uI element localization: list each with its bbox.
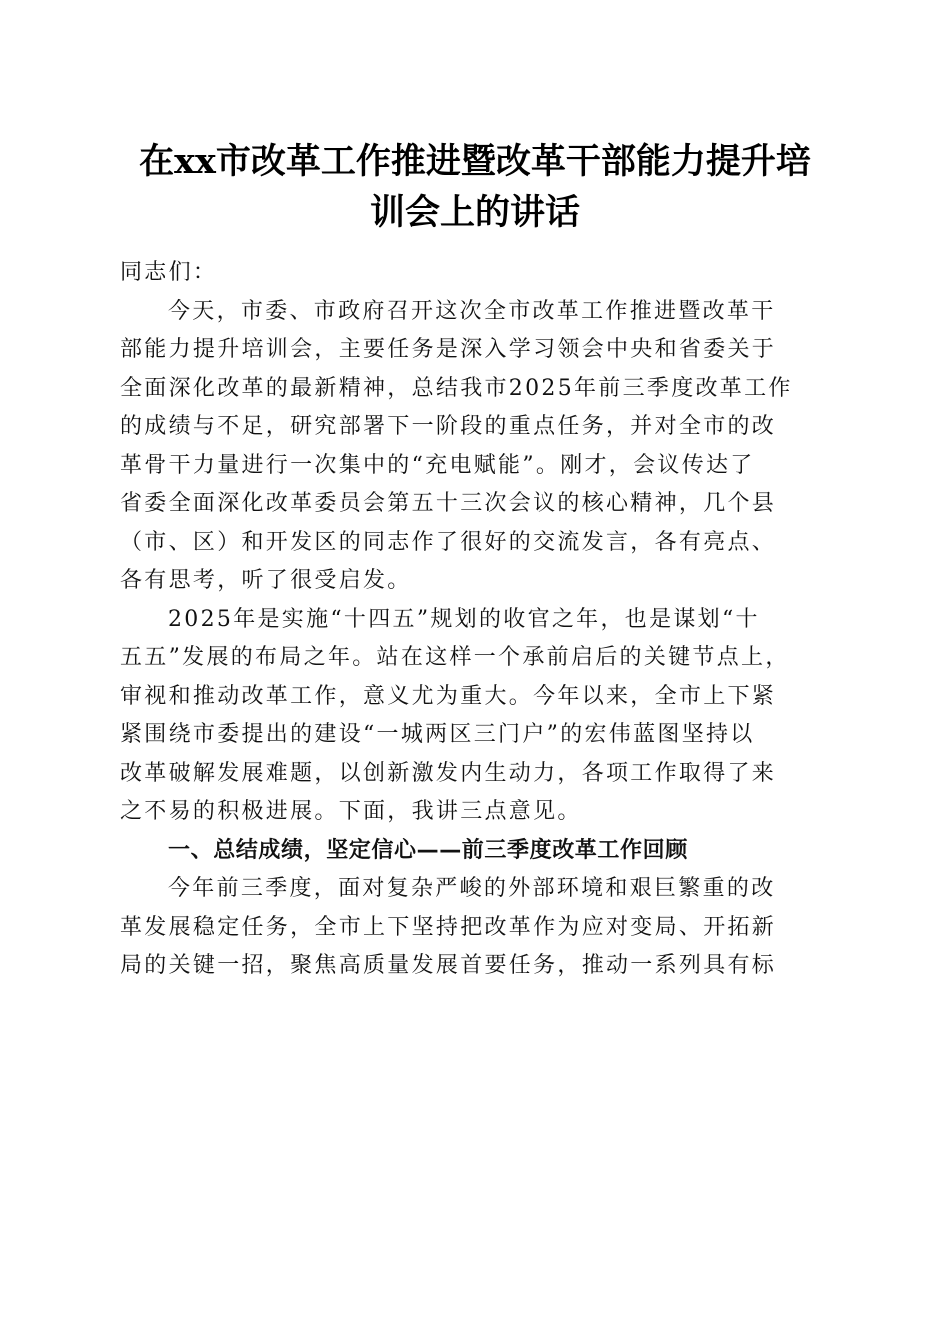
paragraph-3-line-1: 今年前三季度，面对复杂严峻的外部环境和艰巨繁重的改 xyxy=(168,876,776,901)
paragraph-1-line-4: 的成绩与不足，研究部署下一阶段的重点任务，并对全市的改 xyxy=(120,414,777,439)
document-title xyxy=(100,136,850,238)
paragraph-3-line-2: 革发展稳定任务，全市上下坚持把改革作为应对变局、开拓新 xyxy=(120,914,777,940)
paragraph-1-line-1: 今天，市委、市政府召开这次全市改革工作推进暨改革干 xyxy=(168,298,776,324)
paragraph-3 xyxy=(120,870,832,986)
paragraph-2-line-4: 紧围绕市委提出的建设“一城两区三门户”的宏伟蓝图坚持以 xyxy=(120,722,755,747)
paragraph-1-line-7: （市、区）和开发区的同志作了很好的交流发言，各有亮点、 xyxy=(120,529,777,555)
paragraph-2-line-2: 五五”发展的布局之年。站在这样一个承前启后的关键节点上， xyxy=(120,645,790,670)
paragraph-2-line-6: 之不易的积极进展。下面，我讲三点意见。 xyxy=(120,799,582,824)
paragraph-1-line-2: 部能力提升培训会，主要任务是深入学习领会中央和省委关于 xyxy=(120,337,777,362)
paragraph-2-line-1: 2025年是实施“十四五”规划的收官之年，也是谋划“十 xyxy=(168,606,760,632)
section-heading-1: 一、总结成绩，坚定信心——前三季度改革工作回顾 xyxy=(168,837,688,863)
paragraph-1 xyxy=(120,293,832,601)
paragraph-1-line-5: 革骨干力量进行一次集中的“充电赋能”。刚才，会议传达了 xyxy=(120,452,755,478)
salutation: 同志们： xyxy=(120,260,218,285)
paragraph-2-line-3: 审视和推动改革工作，意义尤为重大。今年以来，全市上下紧 xyxy=(120,683,777,709)
paragraph-2-line-5: 改革破解发展难题，以创新激发内生动力，各项工作取得了来 xyxy=(120,760,777,786)
paragraph-2 xyxy=(120,601,832,832)
paragraph-1-line-8: 各有思考，听了很受启发。 xyxy=(120,568,412,593)
paragraph-3-line-3: 局的关键一招，聚焦高质量发展首要任务，推动一系列具有标 xyxy=(120,953,777,978)
paragraph-1-line-6: 省委全面深化改革委员会第五十三次会议的核心精神，几个县 xyxy=(120,491,777,516)
title-line-2: 训会上的讲话 xyxy=(369,192,580,233)
title-line-1: 在xx市改革工作推进暨改革干部能力提升培 xyxy=(139,141,811,182)
document-body xyxy=(120,254,832,986)
paragraph-1-line-3: 全面深化改革的最新精神，总结我市2025年前三季度改革工作 xyxy=(120,375,793,401)
